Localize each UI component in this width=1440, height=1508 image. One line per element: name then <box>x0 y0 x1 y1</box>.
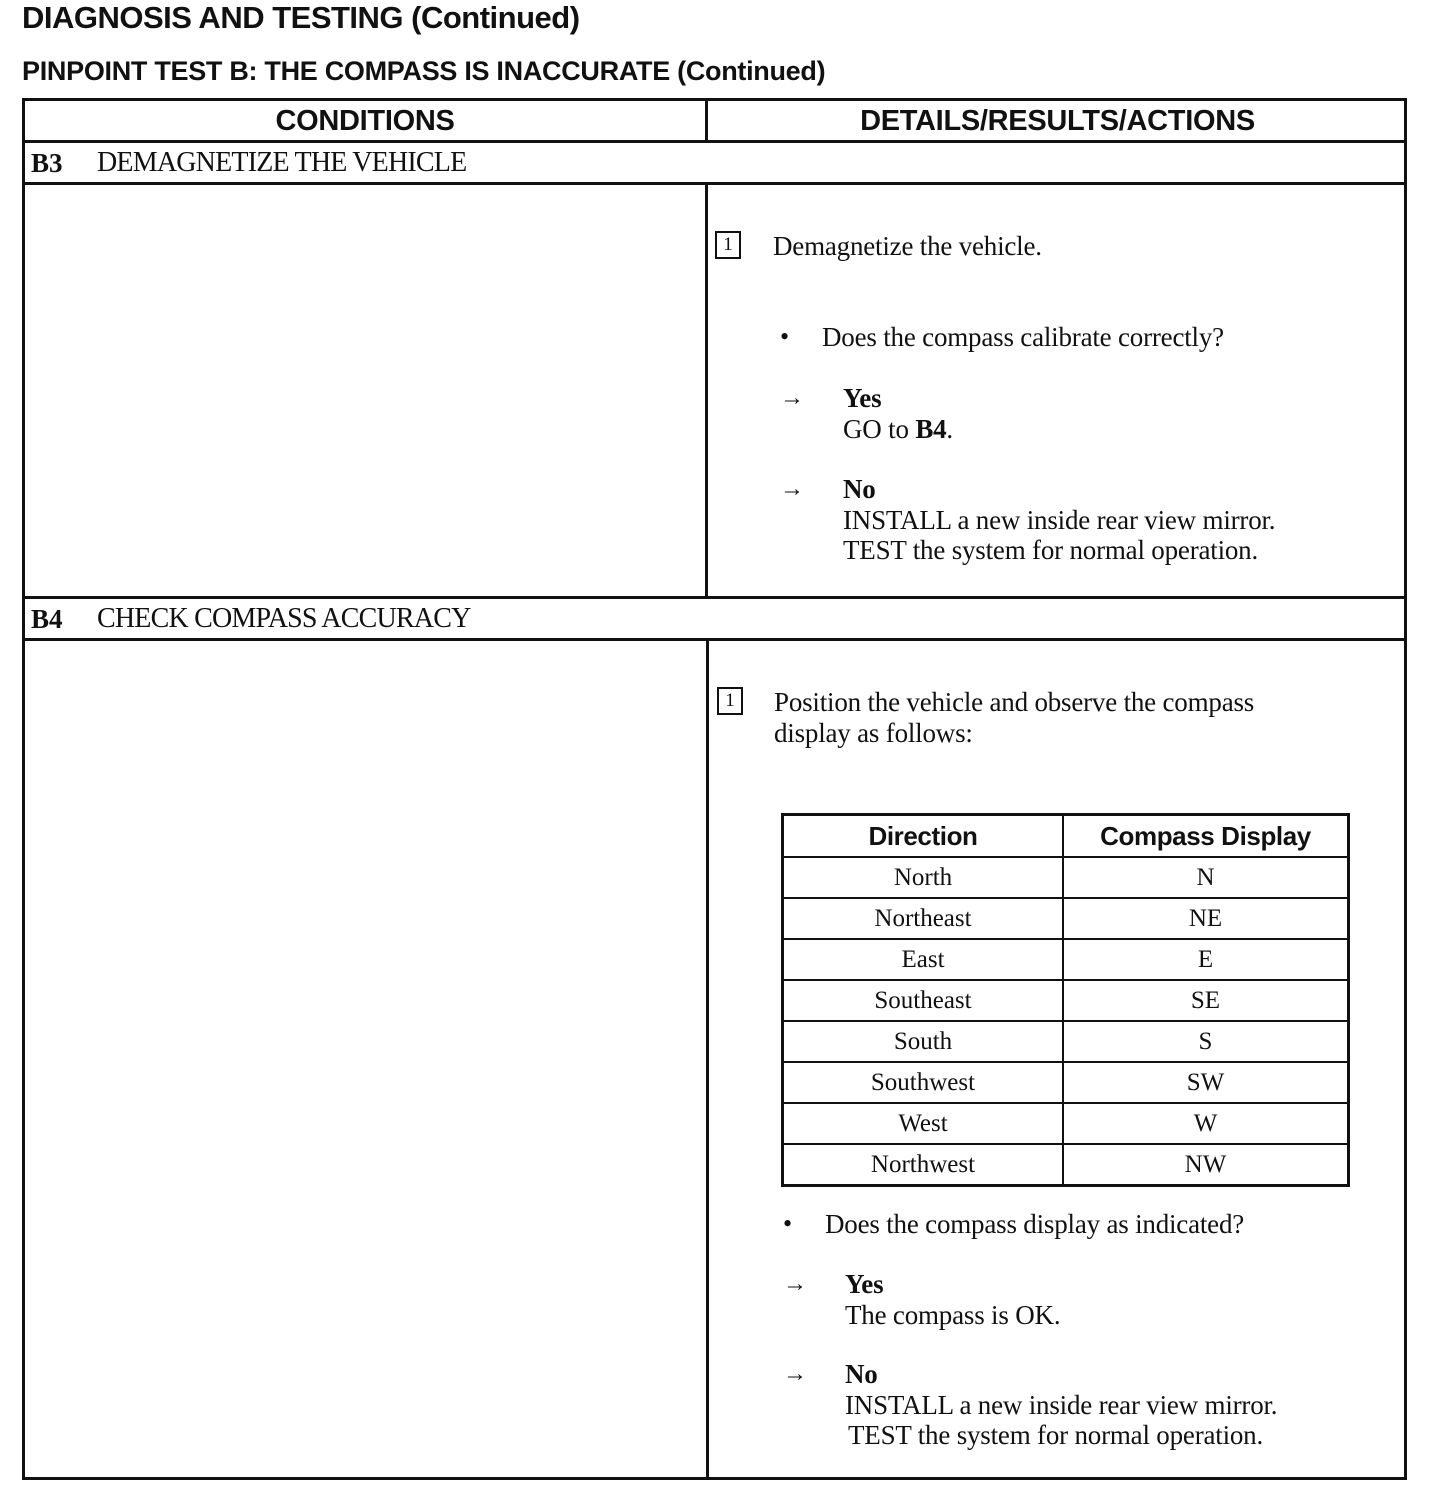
arrow-right-icon: → <box>783 1361 807 1387</box>
column-divider <box>705 185 708 599</box>
direction-cell: Southeast <box>783 980 1064 1021</box>
yes-action-target: B4 <box>915 414 947 444</box>
arrow-right-icon: → <box>780 476 804 502</box>
direction-table-header <box>783 815 1349 858</box>
action-number-box: 1 <box>715 231 741 259</box>
no-label: No <box>845 1359 878 1389</box>
table-row <box>783 898 1349 939</box>
table-row <box>783 1103 1349 1144</box>
compass-display-cell: NW <box>1063 1144 1349 1186</box>
page-heading: DIAGNOSIS AND TESTING (Continued) <box>22 0 580 35</box>
action-text-line: Position the vehicle and observe the compass <box>774 687 1255 717</box>
pinpoint-test-table <box>22 98 1407 1480</box>
compass-display-cell: SE <box>1063 980 1349 1021</box>
compass-display-cell: E <box>1063 939 1349 980</box>
no-action-line: TEST the system for normal operation. <box>848 1420 1264 1450</box>
no-action-line: INSTALL a new inside rear view mirror. <box>843 505 1276 535</box>
step-title: CHECK COMPASS ACCURACY <box>97 603 471 634</box>
conditions-column-header: CONDITIONS <box>275 105 455 137</box>
table-row <box>783 1021 1349 1062</box>
direction-cell: Northeast <box>783 898 1064 939</box>
table-row <box>783 1144 1349 1186</box>
direction-cell: West <box>783 1103 1064 1144</box>
step-row-b3 <box>25 143 1404 185</box>
step-row-b4 <box>25 599 1404 641</box>
table-row <box>783 857 1349 898</box>
bullet-icon: • <box>783 1209 793 1238</box>
direction-cell: South <box>783 1021 1064 1062</box>
column-divider <box>705 101 708 143</box>
yes-action <box>843 414 953 444</box>
action-number-box: 1 <box>717 687 743 715</box>
no-action-line: INSTALL a new inside rear view mirror. <box>845 1390 1278 1420</box>
direction-header: Direction <box>783 815 1064 858</box>
direction-cell: East <box>783 939 1064 980</box>
no-label: No <box>843 474 876 504</box>
arrow-right-icon: → <box>783 1271 807 1297</box>
step-id: B4 <box>31 604 63 634</box>
action-text-line: display as follows: <box>774 718 973 748</box>
question-text: Does the compass calibrate correctly? <box>822 322 1224 352</box>
table-row <box>783 939 1349 980</box>
yes-action: The compass is OK. <box>845 1300 1061 1330</box>
action-text: Demagnetize the vehicle. <box>773 231 1042 261</box>
column-divider <box>706 641 709 1480</box>
table-header-row <box>25 101 1404 143</box>
arrow-right-icon: → <box>780 385 804 411</box>
compass-display-header: Compass Display <box>1063 815 1349 858</box>
table-row <box>783 980 1349 1021</box>
yes-label: Yes <box>845 1269 884 1299</box>
table-row <box>783 1062 1349 1103</box>
direction-cell: North <box>783 857 1064 898</box>
step-title: DEMAGNETIZE THE VEHICLE <box>97 147 467 178</box>
details-column-header: DETAILS/RESULTS/ACTIONS <box>860 105 1255 137</box>
compass-display-cell: SW <box>1063 1062 1349 1103</box>
direction-table <box>781 813 1350 1187</box>
pinpoint-test-title: PINPOINT TEST B: THE COMPASS IS INACCURATE (Continued) <box>22 56 826 86</box>
yes-action-suffix: . <box>946 414 953 444</box>
question-text: Does the compass display as indicated? <box>825 1209 1245 1239</box>
compass-display-cell: NE <box>1063 898 1349 939</box>
compass-display-cell: S <box>1063 1021 1349 1062</box>
no-action-line: TEST the system for normal operation. <box>843 535 1259 565</box>
direction-cell: Southwest <box>783 1062 1064 1103</box>
compass-display-cell: W <box>1063 1103 1349 1144</box>
bullet-icon: • <box>780 322 790 351</box>
direction-cell: Northwest <box>783 1144 1064 1186</box>
yes-label: Yes <box>843 383 882 413</box>
compass-display-cell: N <box>1063 857 1349 898</box>
step-id: B3 <box>31 148 63 178</box>
yes-action-prefix: GO to <box>843 414 916 444</box>
